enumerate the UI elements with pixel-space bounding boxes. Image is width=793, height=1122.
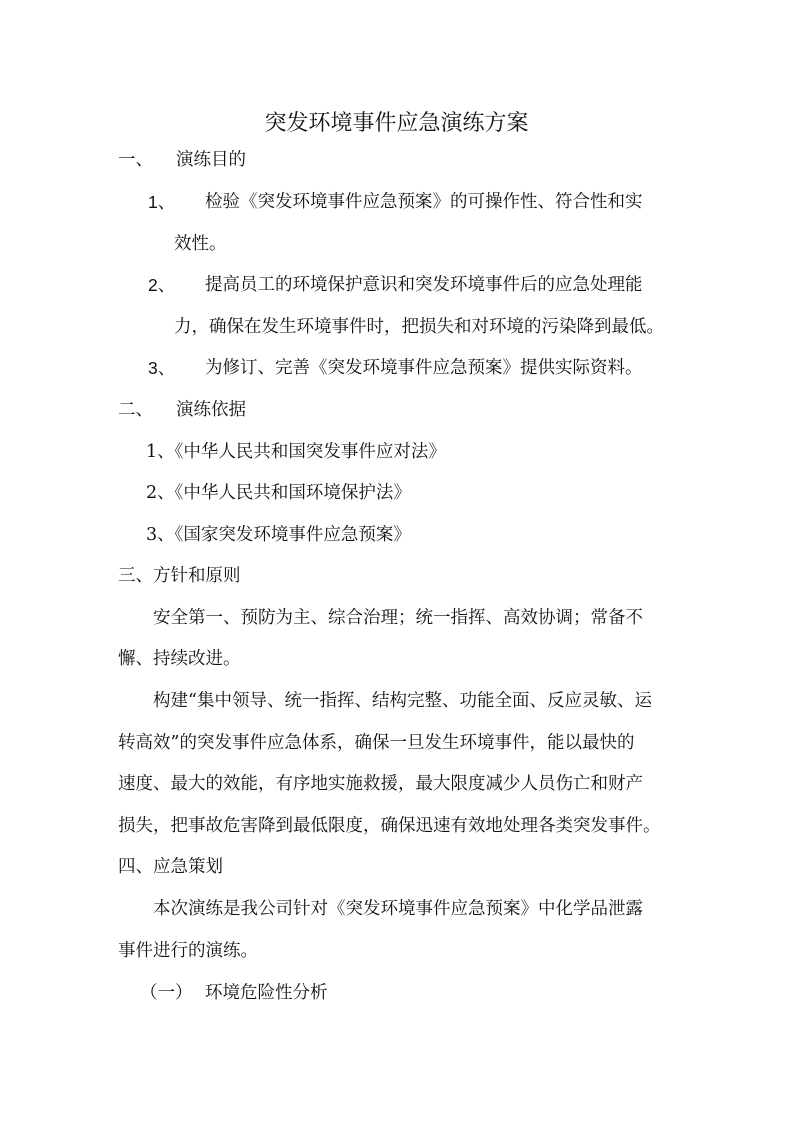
item-1-2-line1: 提高员工的环境保护意识和突发环境事件后的应急处理能	[205, 275, 643, 295]
item-1-1-line2: 效性。	[174, 234, 227, 254]
section-1-marker: 一、	[118, 150, 153, 170]
principle-para-2-line-3: 速度、最大的效能，有序地实施救援，最大限度减少人员伤亡和财产	[118, 774, 643, 794]
document-title: 突发环境事件应急演练方案	[264, 111, 529, 136]
section-4-heading: 四、应急策划	[118, 857, 223, 877]
section-1-heading: 演练目的	[176, 150, 246, 170]
reference-item-1: 1、《中华人民共和国突发事件应对法》	[146, 442, 446, 462]
principle-para-1-line-2: 懈、持续改进。	[118, 649, 241, 669]
item-1-2-line2: 力，确保在发生环境事件时，把损失和对环境的污染降到最低。	[174, 317, 664, 337]
principle-para-2-line-4: 损失，把事故危害降到最低限度，确保迅速有效地处理各类突发事件。	[118, 816, 661, 836]
item-1-1-marker: 1、	[148, 192, 176, 212]
planning-para-line-1: 本次演练是我公司针对《突发环境事件应急预案》中化学品泄露	[153, 899, 643, 919]
subsection-1-heading: 环境危险性分析	[205, 983, 328, 1003]
item-1-3-line1: 为修订、完善《突发环境事件应急预案》提供实际资料。	[205, 358, 643, 378]
section-2-heading: 演练依据	[176, 400, 246, 420]
section-2-marker: 二、	[118, 400, 153, 420]
item-1-2-marker: 2、	[148, 275, 176, 295]
reference-item-2: 2、《中华人民共和国环境保护法》	[146, 483, 411, 503]
item-1-1-line1: 检验《突发环境事件应急预案》的可操作性、符合性和实	[205, 192, 643, 212]
principle-para-1-line-1: 安全第一、预防为主、综合治理；统一指挥、高效协调；常备不	[153, 608, 643, 628]
planning-para-line-2: 事件进行的演练。	[118, 941, 258, 961]
section-3-heading: 三、方针和原则	[118, 566, 241, 586]
principle-para-2-line-1: 构建“集中领导、统一指挥、结构完整、功能全面、反应灵敏、运	[153, 691, 652, 711]
item-1-3-marker: 3、	[148, 358, 176, 378]
subsection-1-marker: （一）	[140, 983, 193, 1003]
reference-item-3: 3、《国家突发环境事件应急预案》	[146, 525, 411, 545]
principle-para-2-line-2: 转高效”的突发事件应急体系，确保一旦发生环境事件，能以最快的	[118, 733, 635, 753]
